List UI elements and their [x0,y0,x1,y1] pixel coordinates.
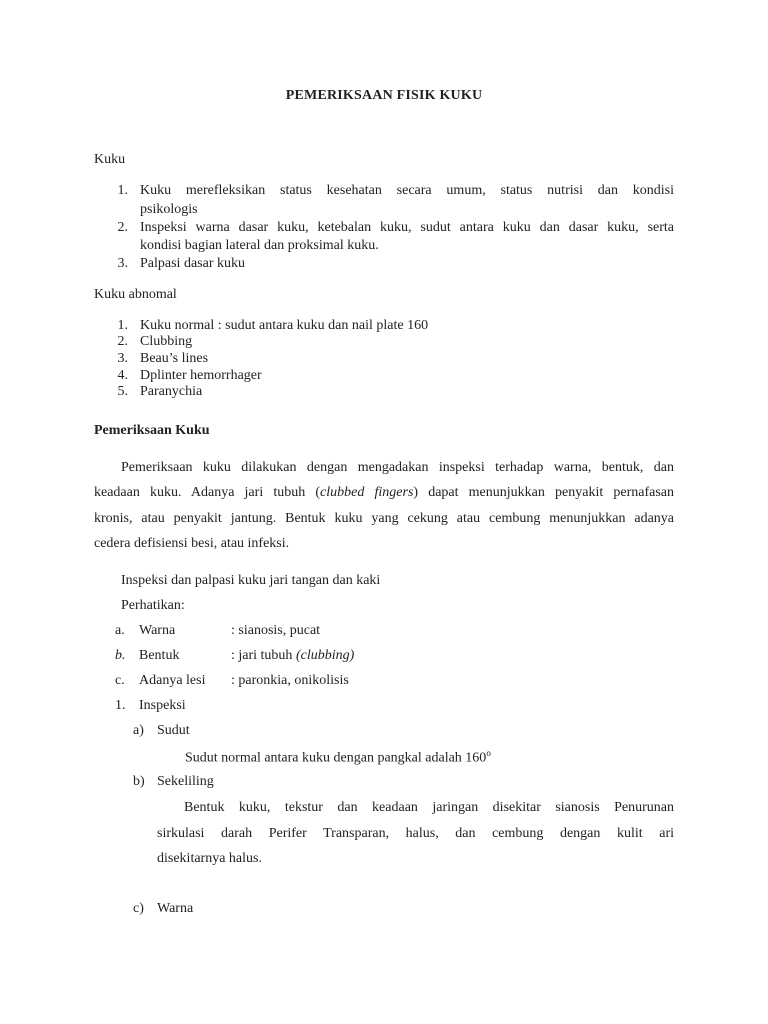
attention-value: : jari tubuh (clubbing) [231,648,355,663]
list-number: 1. [117,318,128,333]
attention-label: Bentuk [139,648,180,663]
paragraph-line: kronis, atau penyakit jantung. Bentuk kuku yang cekung atau cembung menunjukkan adanya [94,511,674,526]
attention-label: Warna [139,623,176,638]
list-item-text: Kuku normal : sudut antara kuku dan nail plate 160 [140,318,429,333]
sub-letter: a) [133,723,144,738]
list-number: 3. [117,256,128,271]
list-item-text-cont: psikologis [140,202,198,217]
sekeliling-text: disekitarnya halus. [157,851,262,866]
attention-label: Adanya lesi [139,673,206,688]
sekeliling-text: Bentuk kuku, tekstur dan keadaan jaringan disekitar sianosis Penurunan [184,800,674,815]
page-title: PEMERIKSAAN FISIK KUKU [285,88,483,103]
list-item-text: Paranychia [140,384,203,399]
list-item-text: Clubbing [140,334,193,349]
section-heading-kuku-abnomal: Kuku abnomal [94,287,177,302]
list-letter: a. [115,623,125,638]
paragraph-line: keadaan kuku. Adanya jari tubuh (clubbed fingers) dapat menunjukkan penyakit pernafasan [94,485,674,500]
list-letter: b. [115,648,126,663]
list-item-text: Kuku merefleksikan status kesehatan secara umum, status nutrisi dan kondisi [140,183,674,198]
sub-label-sekeliling: Sekeliling [157,774,214,789]
attention-value: : sianosis, pucat [231,623,321,638]
inspeksi-label: Inspeksi [139,698,186,713]
list-letter: c. [115,673,125,688]
paragraph-line: Pemeriksaan kuku dilakukan dengan mengadakan inspeksi terhadap warna, bentuk, dan [121,460,674,475]
list-number: 1. [117,183,128,198]
list-item-text-cont: kondisi bagian lateral dan proksimal kuku. [140,238,379,253]
list-number: 5. [117,384,128,399]
list-number: 3. [117,351,128,366]
list-item-text: Beau’s lines [140,351,209,366]
attention-value: : paronkia, onikolisis [231,673,349,688]
list-number: 2. [117,220,128,235]
sub-letter: c) [133,901,144,916]
list-number: 1. [115,698,126,713]
inspeksi-intro: Inspeksi dan palpasi kuku jari tangan dan kaki [121,573,381,588]
list-item-text: Inspeksi warna dasar kuku, ketebalan kuku, sudut antara kuku dan dasar kuku, serta [140,220,674,235]
list-number: 4. [117,368,128,383]
sekeliling-text: sirkulasi darah Perifer Transparan, halus, dan cembung dengan kulit ari [157,826,674,841]
sub-label-warna: Warna [157,901,194,916]
perhatikan-label: Perhatikan: [121,598,185,613]
sub-letter: b) [133,774,145,789]
section-heading-pemeriksaan: Pemeriksaan Kuku [94,423,210,438]
sub-label-sudut: Sudut [157,723,190,738]
list-item-text: Dplinter hemorrhager [140,368,262,383]
paragraph-line: cedera defisiensi besi, atau infeksi. [94,536,290,551]
list-item-text: Palpasi dasar kuku [140,256,245,271]
list-number: 2. [117,334,128,349]
sudut-text: Sudut normal antara kuku dengan pangkal adalah 160$^o$ [185,748,491,766]
section-heading-kuku: Kuku [94,152,126,167]
